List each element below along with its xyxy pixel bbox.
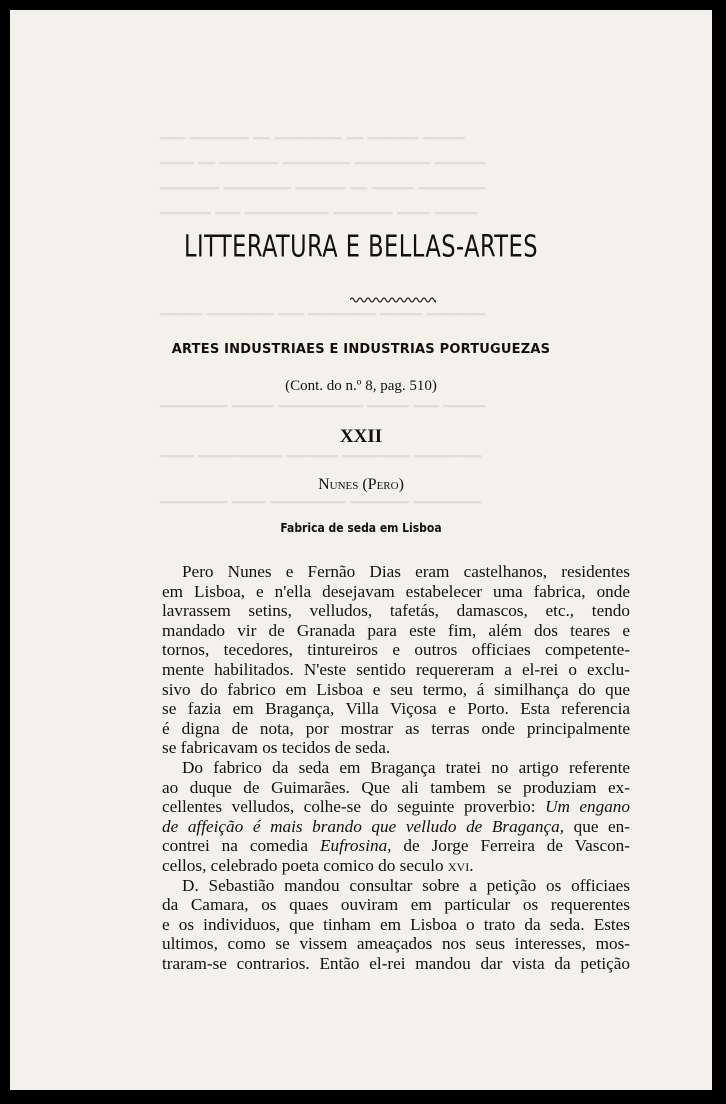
ornament-wave [350,296,436,304]
text-line: Pero Nunes e Fernão Dias eram castelhanos, residentes [182,562,630,581]
text-line: se fazia em Bragança, Villa Viçosa e Porto. Esta referencia [162,699,630,719]
article-body [162,562,630,973]
continuation-note: (Cont. do n.º 8, pag. 510) [285,378,437,394]
text-line: tornos, tecedores, tintureiros e outros officiaes competente- [162,640,630,660]
show-through-texture: ━━━━━━━ ━━━━━━━━ ━━━━━━ ━━ ━━━━━ ━━━━━━━━ [160,181,486,197]
page-title: LITTERATURA E BELLAS-ARTES [183,229,539,264]
text-segment: que en- [573,816,631,836]
text-line: se fabricavam os tecidos de seda. [162,738,391,758]
document-page [10,10,712,1090]
text-line: em Lisboa, e n'ella desejavam estabelecer uma fabrica, onde [162,581,630,601]
text-line: Do fabrico da seda em Bragança tratei no artigo referente [182,757,630,777]
text-line: sivo do fabrico em Lisboa e seu termo, á similhança do que [162,679,630,699]
century-numeral: xvi. [447,855,474,875]
text-segment: cellos, celebrado poeta comico do seculo [162,855,444,875]
text-line [162,797,630,817]
section-title: ARTES INDUSTRIAES E INDUSTRIAS PORTUGUEZAS [171,342,551,357]
show-through-texture: ━━━━━━ ━━━ ━━━━━━━━━━ ━━━━━━━ ━━━━ ━━━━━ [160,206,478,222]
text-line [162,817,630,837]
italic-quote: de affeição é mais brando que velludo de Bragança, [162,816,564,836]
show-through-texture: ━━━━━━━━ ━━━━ ━━━━━━━━━ ━━━━━━━ ━━━━━━━━ [160,495,482,511]
text-line [162,836,630,856]
text-line [162,856,630,876]
text-line: ao duque de Guimarães. Que ali tambem se produziam ex- [162,777,630,797]
italic-title: Eufrosina, [320,836,392,856]
text-line: traram-se contrarios. Então el-rei mandou dar vista da petição [162,953,630,973]
italic-quote: Um engano [545,797,630,817]
text-line: D. Sebastião mandou consultar sobre a petição os officiaes [182,875,630,895]
entry-subtitle: Fabrica de seda em Lisboa [280,521,442,535]
show-through-texture: ━━━ ━━━━━━━ ━━ ━━━━━━━━ ━━ ━━━━━━ ━━━━━ [160,131,465,147]
text-line: é digna de nota, por mostrar as terras onde principalmente [162,718,630,738]
show-through-texture: ━━━━━ ━━━━━━━━ ━━━ ━━━━━━━━ ━━━━━ ━━━━━━━ [160,307,486,323]
text-line: e os individuos, que tinham em Lisboa o trato da seda. Estes [162,914,630,934]
text-segment: de Jorge Ferreira de Vascon- [403,836,631,856]
text-line: mente habilitados. N'este sentido requereram a el-rei o exclu- [162,659,630,679]
text-line: ultimos, como se vissem ameaçados nos seus interesses, mos- [162,934,630,954]
text-line: mandado vir de Granada para este fim, além dos teares e [162,620,630,640]
show-through-texture: ━━━━━━━━ ━━━━━ ━━━━━━━━━━ ━━━━━ ━━━ ━━━━━ [160,399,486,415]
show-through-texture: ━━━━ ━━ ━━━━━━━ ━━━━━━━━ ━━━━━━━━━ ━━━━━━ [160,156,486,172]
chapter-number: XXII [339,426,383,447]
show-through-texture: ━━━━ ━━━━━━━━━━ ━━━━━━ ━━━━━━━━ ━━━━━━━━ [160,449,482,465]
text-line: lavrassem setins, velludos, tafetás, damascos, etc., tendo [162,601,630,621]
text-segment: cellentes velludos, colhe-se do seguinte proverbio: [162,797,536,817]
text-segment: contrei na comedia [162,836,309,856]
text-line: da Camara, os quaes ouviram em particular os requerentes [162,895,630,915]
entry-name: Nunes (Pero) [318,476,404,493]
